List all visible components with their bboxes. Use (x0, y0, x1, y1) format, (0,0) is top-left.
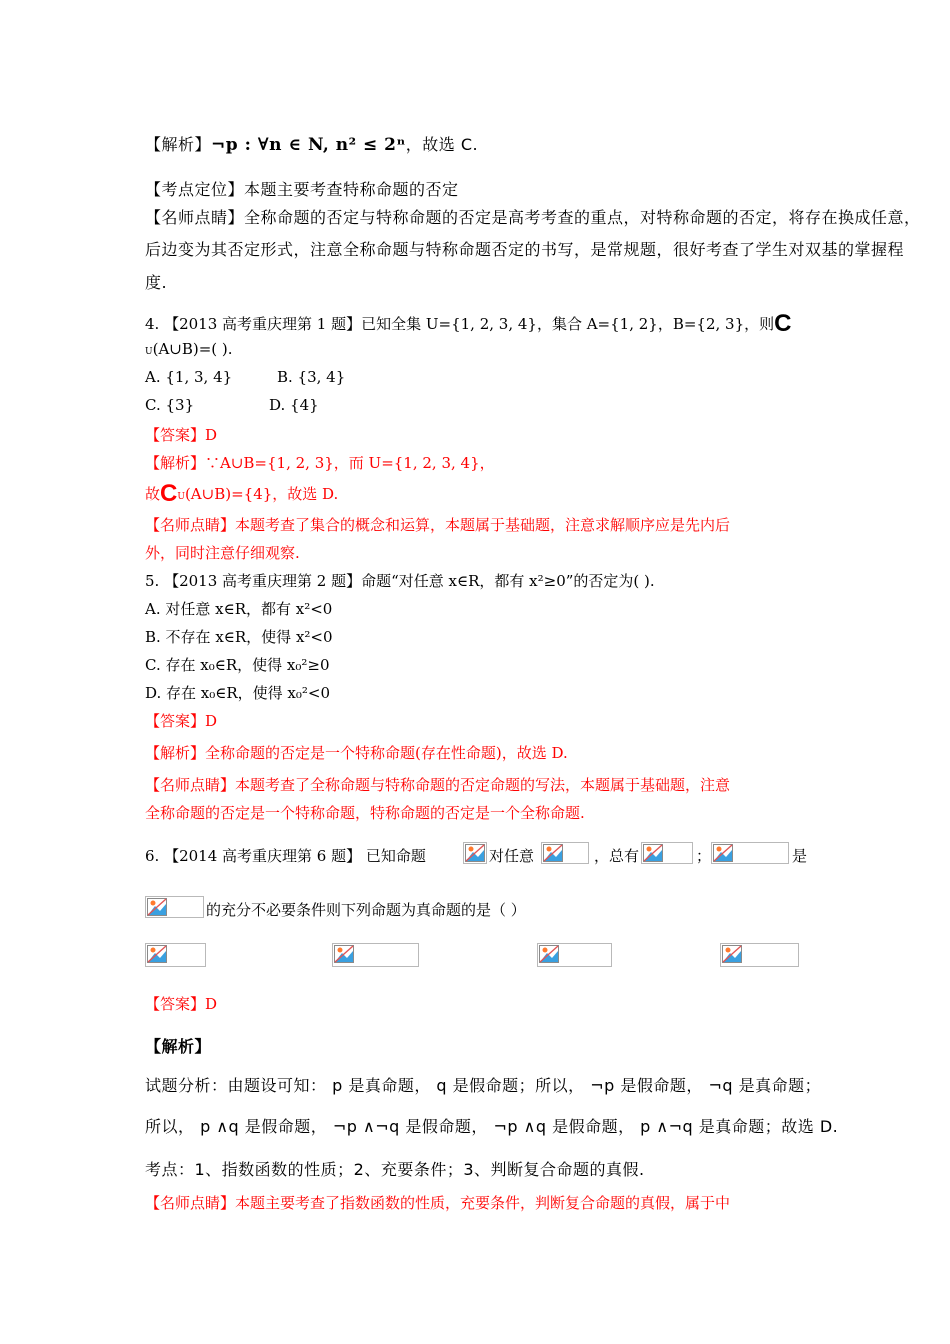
q4-answer: 【答案】D (145, 426, 218, 444)
broken-image-icon (641, 842, 693, 864)
q5-tip-2: 全称命题的否定是一个特称命题，特称命题的否定是一个全称命题. (145, 804, 585, 822)
q4-option-b: B. {3, 4} (277, 368, 346, 386)
broken-image-icon (332, 943, 419, 967)
broken-image-icon (145, 896, 204, 918)
q5-option-d: D. 存在 x₀∈R，使得 x₀²<0 (145, 684, 331, 702)
q6-answer: 【答案】D (145, 995, 218, 1013)
q6-tip-1: 【名师点睛】本题主要考查了指数函数的性质，充要条件，判断复合命题的真假，属于中 (145, 1194, 731, 1212)
q6-stem-part-2: 对任意 (489, 847, 535, 865)
q6-analysis-2: 所以， p ∧q 是假命题， ¬p ∧¬q 是假命题， ¬p ∧q 是假命题， p ∧¬q 是真命题；故选 D. (145, 1117, 839, 1136)
q6-stem-part-3: ，总有 (594, 847, 640, 865)
complement-symbol: C (160, 480, 178, 507)
broken-image-icon (463, 842, 487, 864)
broken-image-icon (145, 943, 206, 967)
broken-image-icon (541, 842, 589, 864)
q4-option-a: A. {1, 3, 4} (145, 368, 233, 386)
q4-analysis-1: 【解析】∵A∪B={1, 2, 3}，而 U={1, 2, 3, 4}， (145, 454, 495, 472)
q5-analysis: 【解析】全称命题的否定是一个特称命题(存在性命题)，故选 D. (145, 744, 568, 762)
q6-stem-part-5: 是 (792, 847, 808, 865)
q5-option-c: C. 存在 x₀∈R，使得 x₀²≥0 (145, 656, 330, 674)
broken-image-icon (711, 842, 789, 864)
q5-answer: 【答案】D (145, 712, 218, 730)
teacher-tip-line-2: 后边变为其否定形式，注意全称命题与特称命题否定的书写，是常规题，很好考查了学生对双基的掌握程 (145, 240, 905, 259)
q5-stem: 5. 【2013 高考重庆理第 2 题】命题“对任意 x∈R，都有 x²≥0”的否定为( ). (145, 572, 655, 590)
q4-stem-cont: U(A∪B)=( ). (145, 340, 233, 358)
q6-stem-part-4: ； (696, 847, 712, 865)
q6-stem-part-6: 的充分不必要条件则下列命题为真命题的是（ ） (206, 901, 526, 919)
analysis-conclusion: ，故选 C. (405, 135, 479, 154)
analysis-line (145, 132, 478, 155)
q5-option-b: B. 不存在 x∈R，使得 x²<0 (145, 628, 333, 646)
topic-location: 【考点定位】本题主要考查特称命题的否定 (145, 180, 459, 199)
q4-tip-2: 外，同时注意仔细观察. (145, 544, 300, 562)
q6-stem-part-1: 6. 【2014 高考重庆理第 6 题】 已知命题 (145, 847, 426, 865)
q5-tip-1: 【名师点睛】本题考查了全称命题与特称命题的否定命题的写法，本题属于基础题，注意 (145, 776, 731, 794)
broken-image-icon (720, 943, 799, 967)
q4-stem: 4. 【2013 高考重庆理第 1 题】已知全集 U={1, 2, 3, 4}，集合 A={1, 2}，B={2, 3}，则C (145, 310, 792, 337)
teacher-tip-line-3: 度. (145, 273, 168, 292)
q4-option-c: C. {3} (145, 396, 195, 414)
complement-symbol: C (774, 310, 792, 337)
q4-tip-1: 【名师点睛】本题考查了集合的概念和运算，本题属于基础题，注意求解顺序应是先内后 (145, 516, 731, 534)
q6-analysis-title: 【解析】 (145, 1037, 212, 1056)
q4-option-d: D. {4} (269, 396, 319, 414)
teacher-tip-line-1: 【名师点睛】全称命题的否定与特称命题的否定是高考考查的重点，对特称命题的否定，将存在换成任意， (145, 208, 921, 227)
analysis-tag: 【解析】 (145, 135, 212, 154)
broken-image-icon (537, 943, 612, 967)
negation-formula: ¬p : ∀n ∈ N, n² ≤ 2ⁿ (211, 135, 406, 155)
q6-points: 考点：1、指数函数的性质；2、充要条件；3、判断复合命题的真假. (145, 1160, 645, 1179)
q6-analysis-1: 试题分析：由题设可知： p 是真命题， q 是假命题；所以， ¬p 是假命题， ¬q 是真命题； (145, 1076, 822, 1095)
q5-option-a: A. 对任意 x∈R，都有 x²<0 (145, 600, 333, 618)
q4-analysis-2: 故CU(A∪B)={4}，故选 D. (145, 480, 339, 507)
